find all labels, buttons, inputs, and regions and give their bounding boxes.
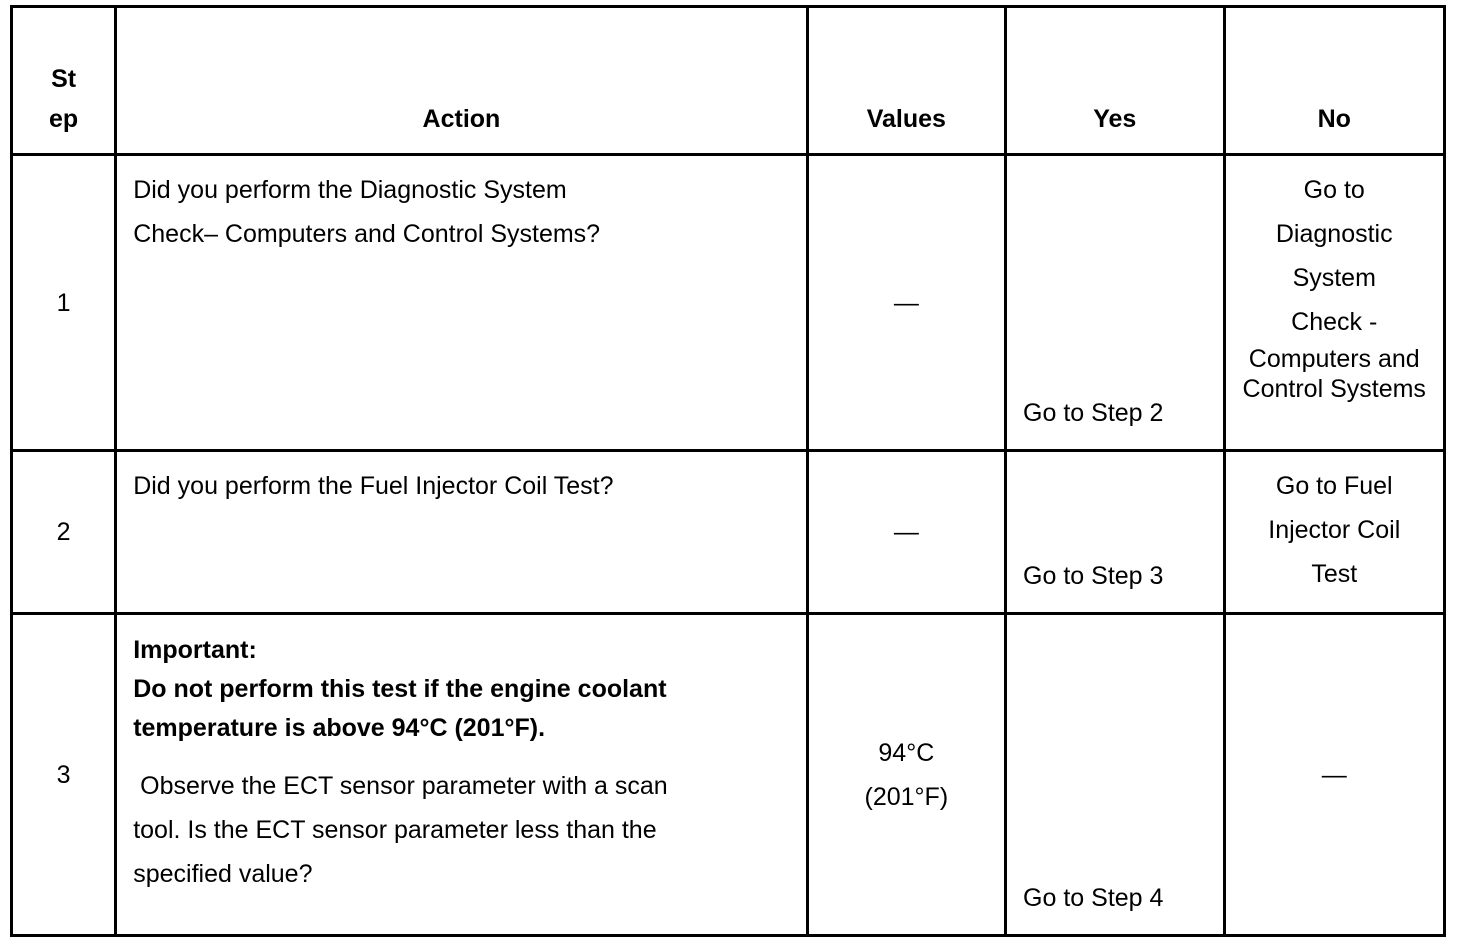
header-values: Values bbox=[807, 7, 1005, 155]
step-cell: 2 bbox=[12, 451, 116, 614]
action-cell bbox=[116, 155, 807, 451]
no-line: Go to Fuel bbox=[1275, 472, 1393, 500]
spacer bbox=[133, 748, 789, 764]
header-yes: Yes bbox=[1006, 7, 1224, 155]
yes-cell bbox=[1006, 451, 1224, 614]
header-step bbox=[12, 7, 116, 155]
no-line: Computers and bbox=[1248, 345, 1420, 373]
no-line: Check - bbox=[1291, 308, 1378, 336]
table-row bbox=[12, 155, 1445, 451]
no-line: Diagnostic bbox=[1275, 220, 1393, 248]
no-line: Control Systems bbox=[1242, 375, 1426, 403]
yes-cell bbox=[1006, 614, 1224, 936]
no-cell bbox=[1224, 155, 1445, 451]
value-line: 94°C bbox=[878, 738, 935, 767]
action-cell bbox=[116, 614, 807, 936]
values-cell bbox=[807, 614, 1005, 936]
header-step-line2: ep bbox=[49, 105, 79, 133]
table-row bbox=[12, 614, 1445, 936]
no-line: Test bbox=[1311, 560, 1358, 588]
action-line: Observe the ECT sensor parameter with a scan bbox=[133, 772, 668, 800]
no-line: Injector Coil bbox=[1268, 516, 1401, 544]
header-step-line1: St bbox=[51, 65, 77, 93]
important-text: temperature is above 94°C (201°F). bbox=[133, 714, 546, 742]
table-row bbox=[12, 451, 1445, 614]
no-cell bbox=[1224, 451, 1445, 614]
yes-text: Go to Step 4 bbox=[1023, 884, 1164, 912]
no-line: Go to bbox=[1303, 176, 1365, 204]
action-line: tool. Is the ECT sensor parameter less than the bbox=[133, 816, 657, 844]
action-line: Did you perform the Fuel Injector Coil Test? bbox=[133, 472, 614, 500]
action-line: Check– Computers and Control Systems? bbox=[133, 220, 601, 248]
no-line: System bbox=[1292, 264, 1376, 292]
yes-cell bbox=[1006, 155, 1224, 451]
action-line: Did you perform the Diagnostic System bbox=[133, 176, 567, 204]
values-cell: — bbox=[807, 155, 1005, 451]
no-cell: — bbox=[1224, 614, 1445, 936]
yes-text: Go to Step 3 bbox=[1023, 562, 1164, 590]
yes-text: Go to Step 2 bbox=[1023, 399, 1164, 427]
values-cell: — bbox=[807, 451, 1005, 614]
step-cell: 1 bbox=[12, 155, 116, 451]
important-label: Important: bbox=[133, 636, 257, 664]
header-row bbox=[12, 7, 1445, 155]
diagnostic-table bbox=[10, 5, 1446, 937]
action-cell bbox=[116, 451, 807, 614]
value-line: (201°F) bbox=[864, 782, 949, 811]
action-line: specified value? bbox=[133, 860, 313, 888]
header-action: Action bbox=[116, 7, 807, 155]
header-no: No bbox=[1224, 7, 1445, 155]
step-cell: 3 bbox=[12, 614, 116, 936]
important-text: Do not perform this test if the engine coolant bbox=[133, 675, 667, 703]
